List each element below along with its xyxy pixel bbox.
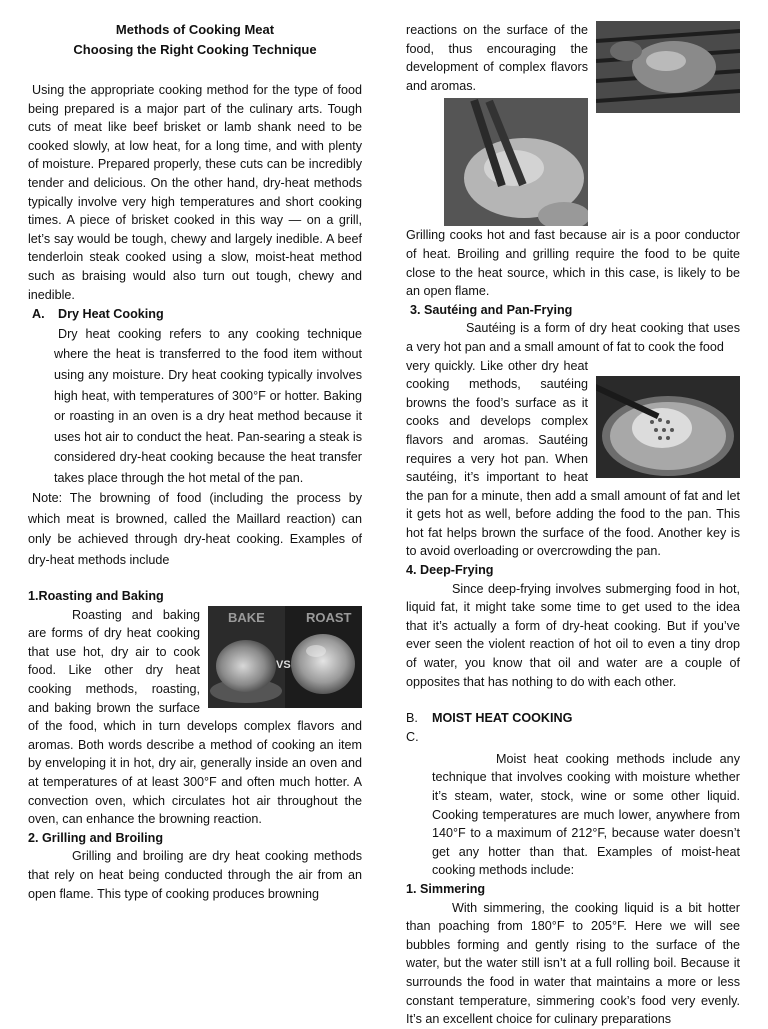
roasting-body: Roasting and baking are forms of dry heat cooking that use hot, dry air to cook food. Like other dry heat cooking methods, roasting, and baking brown the surface of the food, which in turn develops complex flavors and aromas. Both words describe a method of cooking an item by enveloping it in hot, dry air, generally inside an oven and at temperatures of at least 300°F and often much hotter. A convection oven, which circulates hot air throughout the oven, can enhance the browning reaction. — [28, 607, 362, 827]
tongs-chicken-photo — [444, 98, 588, 226]
pan-frying-photo — [596, 376, 740, 478]
left-column — [28, 20, 362, 903]
bake-label: BAKE — [228, 609, 265, 625]
page-title: Methods of Cooking Meat — [115, 22, 275, 37]
section-b-heading — [406, 709, 740, 728]
grilling-body-start: Grilling and broiling are dry heat cooking methods that rely on heat being conducted through the air from an open flame. This type of cooking produces browning — [28, 849, 362, 901]
roast-label: ROAST — [306, 609, 352, 625]
page-subtitle: Choosing the Right Cooking Technique — [73, 42, 317, 57]
section-b-body: Moist heat cooking methods include any technique that involves cooking with moisture whether it’s steam, water, stock, wine or some other liquid. Cooking temperatures are much lower, anywhere from 140°F to a maximum of 212°F, because water doesn’t get any hotter than that. Examples of moist-heat cooking methods include: — [432, 751, 740, 878]
section-a-note: Note: The browning of food (including the process by which meat is browned, called the Maillard reaction) can only be achieved through dry-heat cooking. Examples of dry-heat methods include — [28, 491, 362, 567]
deepfrying-body: Since deep-frying involves submerging food in hot, liquid fat, it might take some time to get used to the idea that it’s actually a form of dry-heat cooking. But if you’ve ever seen the violent reaction of hot oil to even a tiny drop of water, you know that oil and water are a couple of opposites that has nothing to do with each other. — [406, 581, 740, 689]
deepfrying-heading: 4. Deep-Frying — [406, 563, 494, 578]
section-b-label: B. — [406, 711, 418, 726]
right-column — [406, 21, 740, 1029]
section-c-label: C. — [406, 729, 419, 744]
section-a-body: Dry heat cooking refers to any cooking technique where the heat is transferred to the food item without using any moisture. Dry heat cooking typically involves high heat, with temperatures of 300°F or hotter. Baking or roasting in an oven is a dry heat method because it uses hot air to conduct the heat. Pan-searing a steak is considered dry-heat cooking because the heat transfer takes place through the hot metal of the pan. — [54, 326, 362, 485]
section-b-title: MOIST HEAT COOKING — [432, 711, 573, 726]
simmering-heading: 1. Simmering — [406, 881, 486, 896]
roasting-heading: 1.Roasting and Baking — [28, 589, 164, 604]
grilling-heading: 2. Grilling and Broiling — [28, 830, 164, 845]
grilling-body-cont: reactions on the surface of the food, thus encouraging the development of complex flavors and aromas. — [406, 23, 588, 93]
bake-vs-roast-photo — [208, 606, 362, 708]
section-a-title: Dry Heat Cooking — [58, 307, 164, 322]
simmering-body: With simmering, the cooking liquid is a bit hotter than poaching from 180°F to 205°F. Here we will see bubbles forming and gently rising to the surface of the water, but the water still isn’t at a full rolling boil. Because it surrounds the food in water that maintains a more or less constant temperature, simmering cook’s food very evenly. It’s an excellent choice for culinary preparations — [406, 900, 740, 1027]
section-a-label: A. — [32, 307, 45, 322]
grill-chicken-photo — [596, 21, 740, 113]
sauteing-body-2: very quickly. Like other dry heat cooking methods, sautéing browns the food’s surface as it cooks and develops complex flavors and aromas. Sautéing requires a very hot pan. When sautéing, it’s important to heat the pan for a minute, then add a small amount of fat and let it gets hot as well, before adding the food to the pan. This hot fat helps brown the surface of the food. Another key is to avoid overloading or overcrowding the pan. — [406, 358, 740, 559]
sauteing-heading: 3. Sautéing and Pan-Frying — [410, 302, 573, 317]
sauteing-body: Sautéing is a form of dry heat cooking that uses a very hot pan and a small amount of fat to cook the food — [406, 321, 740, 354]
vs-label: VS — [276, 658, 291, 671]
intro-paragraph: Using the appropriate cooking method for the type of food being prepared is a major part of the culinary arts. Tough cuts of meat like beef brisket or lamb shank need to be cooked slowly, at low heat, for a long time, and with plenty of moisture. Prepared properly, these cuts can be incredibly tender and delicious. On the other hand, dry-heat methods typically involve very high temperatures and short cooking times. A piece of brisket cooked in this way — on a grill, let’s say would be tough, chewy and largely inedible. A beef tenderloin steak cooked using a slow, moist-heat method such as braising would also turn out tough, chewy and inedible. — [28, 83, 362, 302]
grilling-body-2: Grilling cooks hot and fast because air is a poor conductor of heat. Broiling and grilling require the food to be quite close to the heat source, which in this case, is likely to be an open flame. — [406, 228, 740, 299]
section-a-heading — [28, 305, 362, 324]
